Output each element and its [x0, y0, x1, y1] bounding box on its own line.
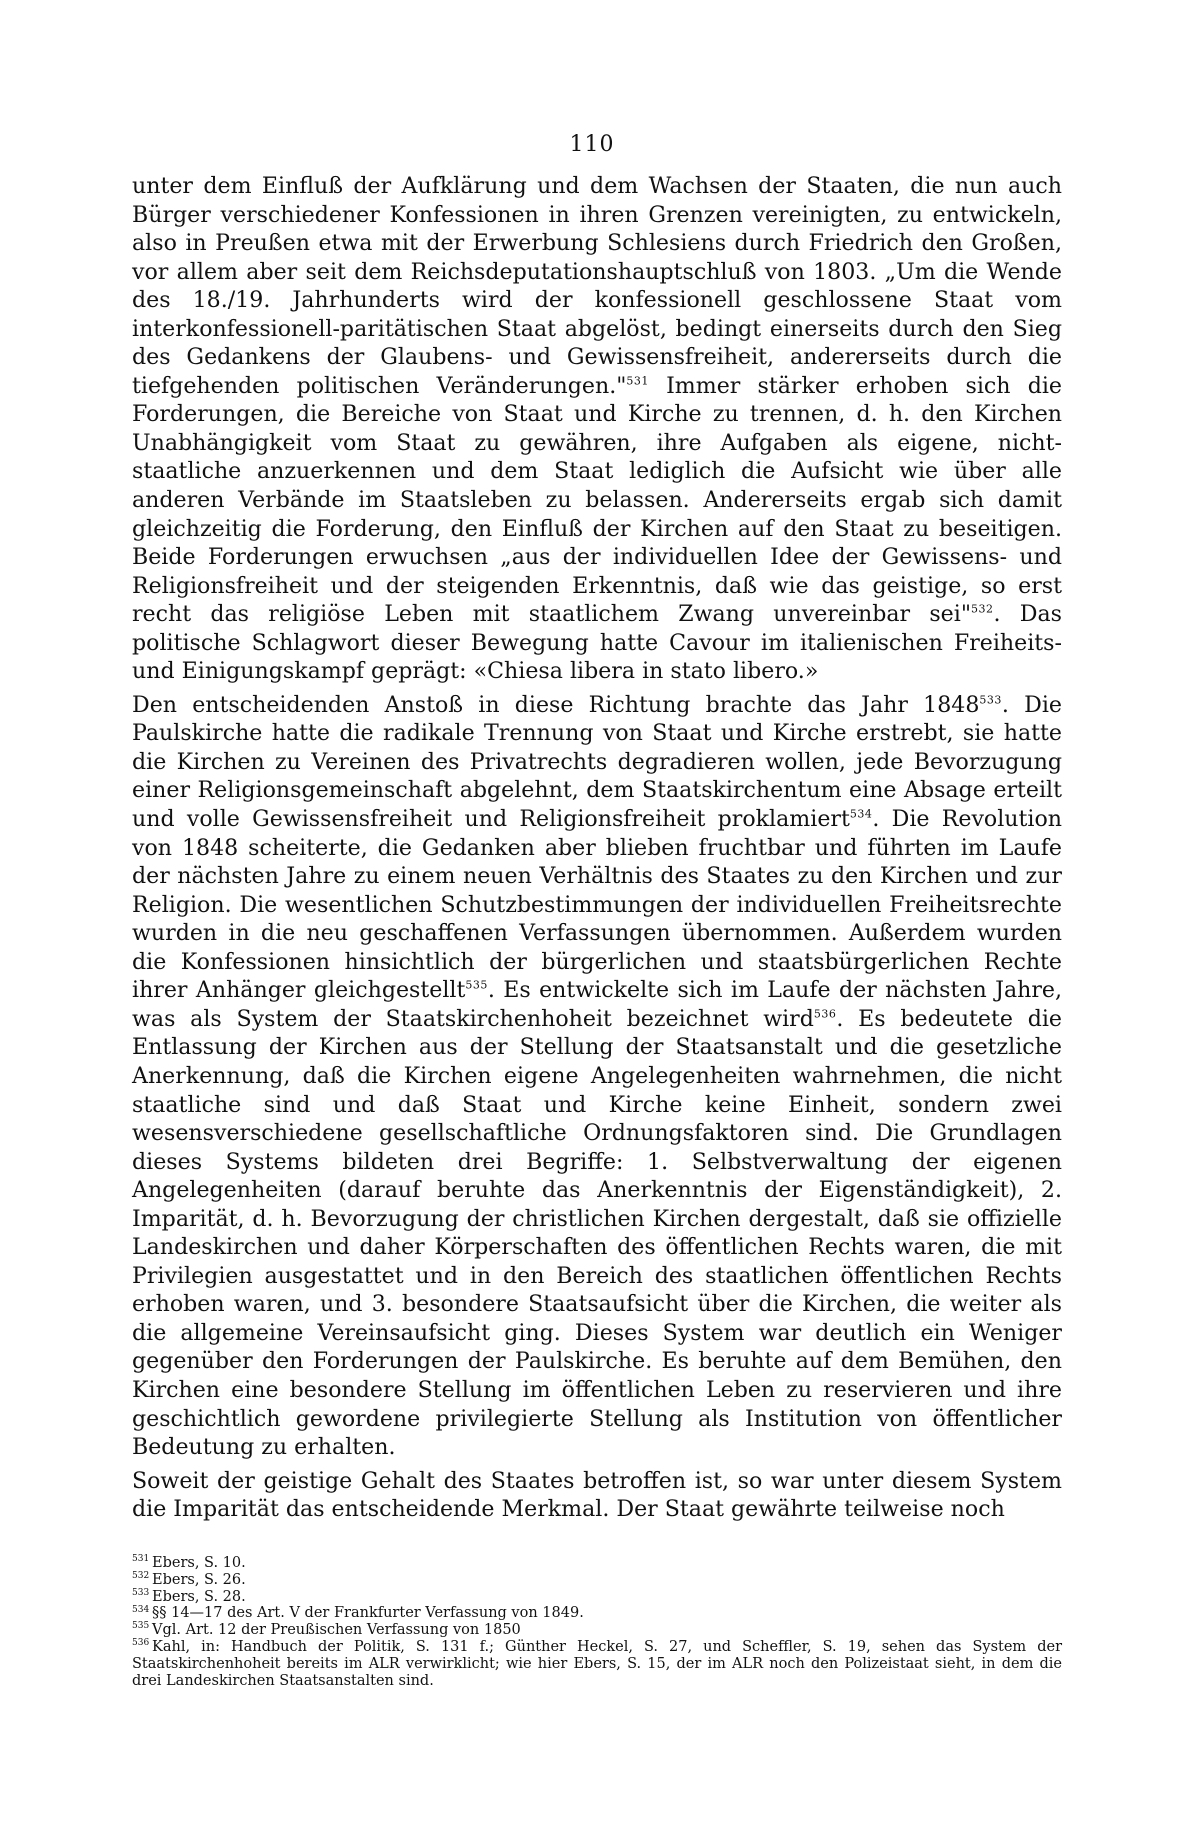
footnote: 531 Ebers, S. 10. — [132, 1554, 246, 1571]
paragraph — [132, 1467, 1062, 1524]
footnote-ref: 535 — [465, 978, 488, 992]
footnote-text: Ebers, S. 26. — [152, 1571, 246, 1588]
paragraph — [132, 691, 1062, 1462]
page-number: 110 — [569, 132, 615, 157]
text-run: . Das politische Schlagwort dieser Bewegung hatte Cavour im italienischen Freiheits- und Einigungskampf geprägt: «Chiesa libera in stato libero.» — [132, 601, 1062, 685]
text-run: . Es entwickelte sich im Laufe der nächsten Jahre, was als System der Staatskirchenhoheit bezeichnet wird — [132, 977, 1063, 1032]
footnote-text: Ebers, S. 28. — [152, 1588, 246, 1605]
footnote: 532 Ebers, S. 26. — [132, 1570, 246, 1588]
text-run: Soweit der geistige Gehalt des Staates betroffen ist, so war unter diesem System die Imparität das entscheidende Merkmal. Der Staat gewährte teilweise noch — [132, 1467, 1062, 1523]
footnote: 533 Ebers, S. 28. — [132, 1587, 246, 1605]
text-run: . Es bedeutete die Entlassung der Kirchen aus der Stellung der Staatsanstalt und die gesetzliche Anerkennung, daß die Kirchen eigene Angelegenheiten wahrnehmen, die nicht staatliche sind und daß Staat und Kirche keine Einheit, sondern zwei wesensverschiedene gesellschaftliche Ordnungsfaktoren sind. Die Grundlagen dieses Systems bildeten drei Begriffe: 1. Selbstverwaltung der eigenen Angelegenheiten (darauf beruhte das Anerkenntnis der Eigenständigkeit), 2. Imparität, d. h. Bevorzugung der christlichen Kirchen dergestalt, daß sie offizielle Landeskirchen und daher Körperschaften des öffentlichen Rechts waren, die mit Privilegien ausgestattet und in den Bereich des staatlichen öffentlichen Rechts erhoben waren, und 3. besondere Staatsaufsicht über die Kirchen, die weiter als die allgemeine Vereinsaufsicht ging. Dieses System war deutlich ein Weniger gegenüber den Forderungen der Paulskirche. Es beruhte auf dem Bemühen, den Kirchen eine besondere Stellung im öffentlichen Leben zu reservieren und ihre geschichtlich gewordene privilegierte Stellung als Institution von öffentlicher Bedeutung zu erhalten. — [132, 1005, 1062, 1461]
footnote-ref: 531 — [626, 374, 649, 388]
footnote-text: Kahl, in: Handbuch der Politik, S. 131 f.; Günther Heckel, S. 27, und Scheffler, S. 19, sehen das System der Staatskirchenhoheit bereits im ALR verwirklicht; wie hier Ebers, S. 15, der im ALR noch den Polizeistaat sieht, in dem die drei Landeskirchen Staatsanstalten sind. — [132, 1638, 1062, 1689]
text-run: unter dem Einfluß der Aufklärung und dem Wachsen der Staaten, die nun auch Bürger verschiedener Konfessionen in ihren Grenzen vereinigten, zu entwickeln, also in Preußen etwa mit der Erwerbung Schlesiens durch Friedrich den Großen, vor allem aber seit dem Reichsdeputationshauptschluß von 1803. „Um die Wende des 18./19. Jahrhunderts wird der konfessionell geschlossene Staat vom interkonfessionell-paritätischen Staat abgelöst, bedingt einerseits durch den Sieg des Gedankens der Glaubens- und Gewissensfreiheit, andererseits durch die tiefgehenden politischen Veränderungen." — [132, 173, 1062, 399]
body-text — [132, 172, 1062, 1524]
footnote: 535 Vgl. Art. 12 der Preußischen Verfassung von 1850 — [132, 1621, 521, 1639]
footnote-text: Vgl. Art. 12 der Preußischen Verfassung von 1850 — [152, 1622, 521, 1639]
paragraph — [132, 172, 1062, 686]
footnote: 534 §§ 14—17 des Art. V der Frankfurter Verfassung von 1849. — [132, 1604, 584, 1622]
text-run: . Die Revolution von 1848 scheiterte, die Gedanken aber blieben fruchtbar und führten im Laufe der nächsten Jahre zu einem neuen Verhältnis des Staates zu den Kirchen und zur Religion. Die wesentlichen Schutzbestimmungen der individuellen Freiheitsrechte wurden in die neu geschaffenen Verfassungen übernommen. Außerdem wurden die Konfessionen hinsichtlich der bürgerlichen und staatsbürgerlichen Rechte ihrer Anhänger gleichgestellt — [132, 806, 1062, 1004]
footnote-ref: 536 — [813, 1007, 837, 1021]
footnote-ref: 534 — [849, 807, 873, 821]
footnotes — [132, 1555, 1062, 1689]
footnote-text: §§ 14—17 des Art. V der Frankfurter Verfassung von 1849. — [152, 1605, 584, 1622]
footnote-text: Ebers, S. 10. — [152, 1555, 246, 1571]
text-run: Immer stärker erhoben sich die Forderungen, die Bereiche von Staat und Kirche zu trennen, d. h. den Kirchen Unabhängigkeit vom Staat zu gewähren, ihre Aufgaben als eigene, nicht-staatliche anzuerkennen und dem Staat lediglich die Aufsicht wie über alle anderen Verbände im Staatsleben zu belassen. Andererseits ergab sich damit gleichzeitig die Forderung, den Einfluß der Kirchen auf den Staat zu beseitigen. Beide Forderungen erwuchsen „aus der individuellen Idee der Gewissens- und Religionsfreiheit und der steigenden Erkenntnis, daß wie das geistige, so erst recht das religiöse Leben mit staatlichem Zwang unvereinbar sei" — [132, 372, 1062, 628]
text-run: Den entscheidenden Anstoß in diese Richtung brachte das Jahr 1848 — [132, 691, 980, 718]
text-run: . Die Paulskirche hatte die radikale Trennung von Staat und Kirche erstrebt, sie hatte die Kirchen zu Vereinen des Privatrechts degradieren wollen, jede Bevorzugung einer Religionsgemeinschaft abgelehnt, dem Staatskirchentum eine Absage erteilt und volle Gewissensfreiheit und Religionsfreiheit proklamiert — [132, 691, 1062, 833]
footnote-ref: 532 — [971, 602, 994, 616]
footnote-ref: 533 — [979, 693, 1002, 707]
footnote: 536 Kahl, in: Handbuch der Politik, S. 131 f.; Günther Heckel, S. 27, und Scheffler, S. 19, sehen das System der Staatskirchenhoheit bereits im ALR verwirklicht; wie hier Ebers, S. 15, der im ALR noch den Polizeistaat sieht, in dem die drei Landeskirchen Staatsanstalten sind. — [132, 1638, 1062, 1689]
